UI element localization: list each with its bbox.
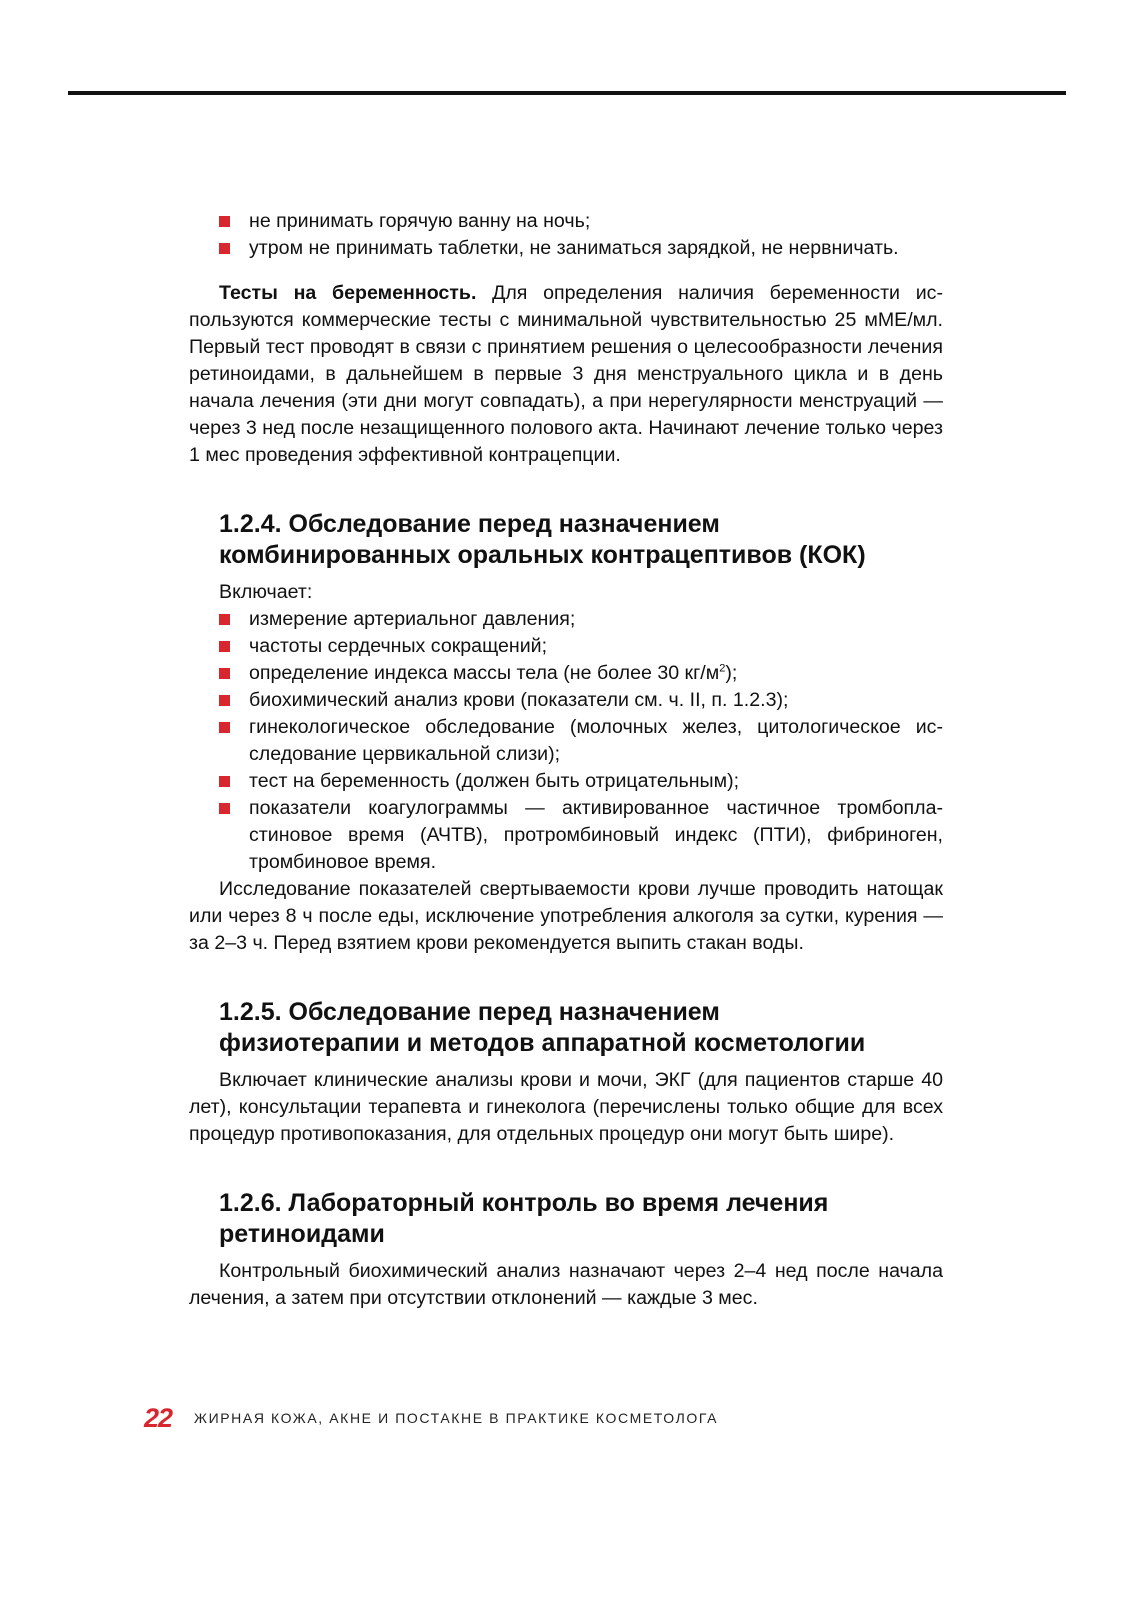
bullet-square-icon: [219, 243, 230, 254]
list-item: [189, 606, 943, 633]
list-item-text: измерение артериальног давления;: [249, 608, 576, 630]
list-item: [189, 687, 943, 714]
bullet-square-icon: [219, 614, 230, 625]
list-item: [189, 714, 943, 768]
list-item: [189, 235, 943, 262]
list-item-text: не принимать горячую ванну на ночь;: [249, 210, 591, 232]
section-124-bullet-list: [189, 606, 943, 876]
bullet-square-icon: [219, 776, 230, 787]
page-number: 22: [144, 1402, 173, 1433]
pregnancy-tests-paragraph: [189, 280, 943, 469]
list-item: [189, 768, 943, 795]
section-124-includes: Включает:: [219, 581, 313, 603]
pregnancy-tests-text: Для определения наличия беременности используются коммерческие тесты с минимальной чувствительностью 25 мМЕ/мл. Первый тест проводят в связи с принятием решения о целесообразности лечения ретиноидами, в дальнейшем в первые 3 дня менструального цикла и в день начала лечения (эти дни могут совпадать), а при нерегулярности менструаций — через 3 нед после незащищенного полового акта. Начинают лечение только через 1 мес проведения эффективной контрацепции.: [189, 282, 943, 466]
bullet-square-icon: [219, 216, 230, 227]
list-item: [189, 208, 943, 235]
section-126-heading: [189, 1188, 943, 1250]
superscript-2: 2: [719, 662, 726, 675]
list-item-text: биохимический анализ крови (показатели см. ч. II, п. 1.2.3);: [249, 689, 789, 711]
list-item-text: гинекологическое обследование (молочных желез, цитологическое исследование цервикальной слизи);: [249, 716, 943, 765]
page-content: [189, 208, 943, 1312]
list-item-text: частоты сердечных сокращений;: [249, 635, 548, 657]
section-124-title-line2: комбинированных оральных контрацептивов (КОК): [219, 541, 866, 569]
page-footer: [144, 1402, 719, 1433]
section-125-title-line2: физиотерапии и методов аппаратной косметологии: [219, 1029, 866, 1057]
running-title: ЖИРНАЯ КОЖА, АКНЕ И ПОСТАКНЕ В ПРАКТИКЕ КОСМЕТОЛОГА: [194, 1410, 719, 1426]
list-item: [189, 633, 943, 660]
list-item-text-end: );: [725, 662, 738, 684]
list-item: [189, 660, 943, 687]
list-item-text: тест на беременность (должен быть отрицательным);: [249, 770, 740, 792]
list-item-text: определение индекса массы тела (не более 30 кг/м: [249, 662, 720, 684]
header-rule: [68, 91, 1066, 95]
section-125-heading: [189, 997, 943, 1059]
bullet-square-icon: [219, 803, 230, 814]
list-item: [189, 795, 943, 876]
pregnancy-tests-lead: Тесты на беременность.: [219, 282, 477, 304]
section-126-title-line1: 1.2.6. Лабораторный контроль во время лечения: [219, 1189, 829, 1217]
intro-bullet-list: [189, 208, 943, 262]
bullet-square-icon: [219, 668, 230, 679]
section-126-title-line2: ретиноидами: [219, 1220, 385, 1248]
section-124-title-line1: 1.2.4. Обследование перед назначением: [219, 510, 720, 538]
list-item-text: утром не принимать таблетки, не заниматься зарядкой, не нервничать.: [249, 237, 899, 259]
section-124-heading: [189, 509, 943, 571]
bullet-square-icon: [219, 695, 230, 706]
section-126-text: Контрольный биохимический анализ назначают через 2–4 нед после начала лечения, а затем при отсутствии отклонений — каждые 3 мес.: [189, 1260, 943, 1309]
section-124-note: Исследование показателей свертываемости крови лучше проводить натощак или через 8 ч после еды, исключение употребления алкоголя за сутки, курения — за 2–3 ч. Перед взятием крови рекомендуется выпить стакан воды.: [189, 878, 943, 954]
section-125-title-line1: 1.2.5. Обследование перед назначением: [219, 998, 720, 1026]
section-125-text: Включает клинические анализы крови и мочи, ЭКГ (для пациентов старше 40 лет), консультации терапевта и гинеколога (перечислены только общие для всех процедур противопоказания, для отдельных процедур они могут быть шире).: [189, 1069, 943, 1145]
list-item-text: показатели коагулограммы — активированное частичное тромбопластиновое время (АЧТВ), протромбиновый индекс (ПТИ), фибриноген, тромбиновое время.: [249, 797, 943, 873]
bullet-square-icon: [219, 722, 230, 733]
bullet-square-icon: [219, 641, 230, 652]
